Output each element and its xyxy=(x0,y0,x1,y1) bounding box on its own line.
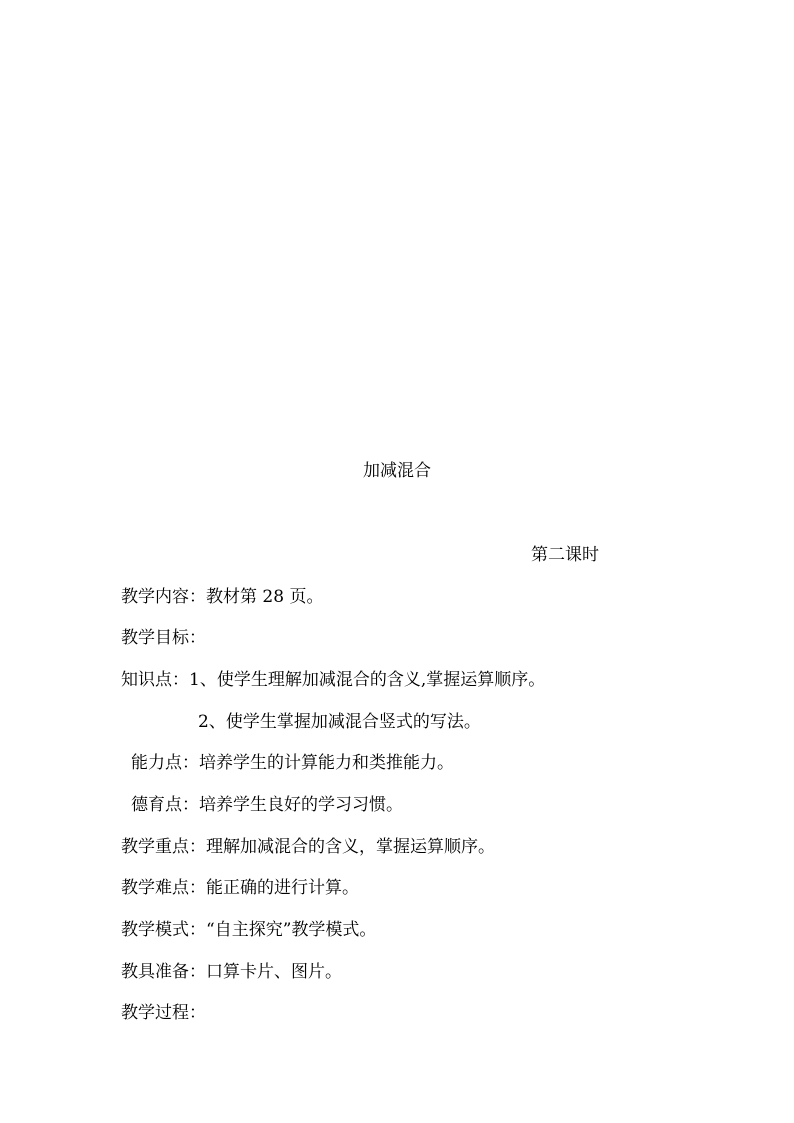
knowledge-point-2: 2、使学生掌握加减混合竖式的写法。 xyxy=(198,712,481,732)
teaching-content: 教学内容：教材第 28 页。 xyxy=(121,587,324,607)
lesson-number: 第二课时 xyxy=(531,545,599,565)
teaching-key-point: 教学重点：理解加减混合的含义，掌握运算顺序。 xyxy=(121,837,495,857)
ability-point: 能力点：培养学生的计算能力和类推能力。 xyxy=(131,753,454,773)
document-title: 加减混合 xyxy=(363,461,431,481)
teaching-process-heading: 教学过程： xyxy=(121,1003,206,1023)
teaching-tools: 教具准备：口算卡片、图片。 xyxy=(121,962,342,982)
teaching-goals-heading: 教学目标： xyxy=(121,628,206,648)
moral-point: 德育点：培养学生良好的学习习惯。 xyxy=(131,795,403,815)
teaching-mode: 教学模式：“自主探究”教学模式。 xyxy=(121,920,377,940)
teaching-difficulty: 教学难点：能正确的进行计算。 xyxy=(121,878,359,898)
knowledge-point-1: 知识点：1、使学生理解加减混合的含义,掌握运算顺序。 xyxy=(121,670,546,690)
